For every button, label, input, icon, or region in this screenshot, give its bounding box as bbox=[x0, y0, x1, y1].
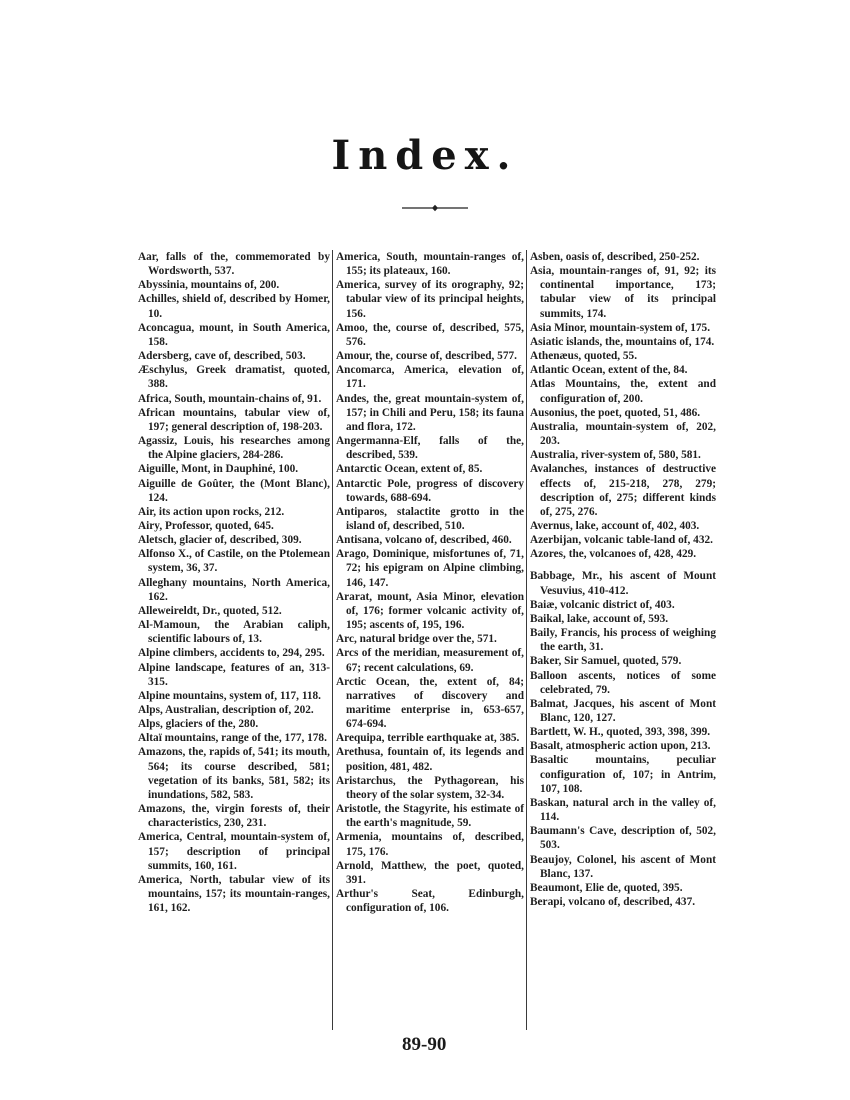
index-entry: Angermanna-Elf, falls of the, described, 539. bbox=[336, 435, 524, 462]
index-entry: Airy, Professor, quoted, 645. bbox=[138, 519, 274, 532]
index-entry: Alfonso X., of Castile, on the Ptolemean system, 36, 37. bbox=[138, 548, 330, 575]
index-entry: Alps, Australian, description of, 202. bbox=[138, 704, 314, 716]
index-column-1 bbox=[138, 250, 330, 915]
index-entry: Arctic Ocean, the, extent of, 84; narratives of discovery and maritime enterprise in, 653-657, 674-694. bbox=[336, 675, 524, 731]
page-title: Index. bbox=[331, 132, 519, 179]
index-entry: Amazons, the, virgin forests of, their characteristics, 230, 231. bbox=[138, 803, 330, 830]
index-entry: Ararat, mount, Asia Minor, elevation of, 176; former volcanic activity of, 195; ascents of, 195, 196. bbox=[336, 590, 524, 632]
index-entry: America, North, tabular view of its mountains, 157; its mountain-ranges, 161, 162. bbox=[138, 873, 330, 915]
index-entry: Air, its action upon rocks, 212. bbox=[138, 505, 285, 518]
index-entry: Ancomarca, America, elevation of, 171. bbox=[336, 364, 524, 391]
index-entry: Babbage, Mr., his ascent of Mount Vesuvius, 410-412. bbox=[530, 570, 716, 597]
index-entry: Asiatic islands, the, mountains of, 174. bbox=[530, 335, 715, 348]
index-entry: Arequipa, terrible earthquake at, 385. bbox=[336, 732, 520, 745]
index-entry: Arago, Dominique, misfortunes of, 71, 72; his epigram on Alpine climbing, 146, 147. bbox=[336, 548, 524, 589]
index-entry: Asben, oasis of, described, 250-252. bbox=[530, 251, 700, 263]
index-entry: Aristarchus, the Pythagorean, his theory of the solar system, 32-34. bbox=[336, 774, 524, 801]
index-entry: Baikal, lake, account of, 593. bbox=[530, 612, 669, 625]
page-number: 89-90 bbox=[402, 1034, 447, 1055]
index-entry: Amour, the, course of, described, 577. bbox=[336, 350, 517, 363]
index-entry: Azerbijan, volcanic table-land of, 432. bbox=[530, 534, 713, 547]
index-entry: Alleghany mountains, North America, 162. bbox=[138, 576, 330, 603]
index-entry: Arethusa, fountain of, its legends and position, 481, 482. bbox=[336, 746, 524, 773]
index-entry: Atlantic Ocean, extent of the, 84. bbox=[530, 364, 688, 377]
column-divider-right bbox=[526, 250, 527, 1030]
index-entry: Aletsch, glacier of, described, 309. bbox=[138, 534, 302, 547]
index-entry: Asia, mountain-ranges of, 91, 92; its continental importance, 173; tabular view of its principal summits, 174. bbox=[530, 265, 716, 320]
index-entry: Balloon ascents, notices of some celebrated, 79. bbox=[530, 669, 716, 696]
index-entry: Alleweireldt, Dr., quoted, 512. bbox=[138, 604, 282, 617]
index-entry: Beaujoy, Colonel, his ascent of Mont Blanc, 137. bbox=[530, 853, 716, 880]
index-entry: Avernus, lake, account of, 402, 403. bbox=[530, 519, 700, 532]
index-entry: Antarctic Ocean, extent of, 85. bbox=[336, 463, 483, 476]
index-entry: Alpine landscape, features of an, 313-315. bbox=[138, 661, 330, 688]
index-entry: America, survey of its orography, 92; tabular view of its principal heights, 156. bbox=[336, 279, 524, 320]
index-entry: Balmat, Jacques, his ascent of Mont Blanc, 120, 127. bbox=[530, 697, 716, 724]
index-entry: Adersberg, cave of, described, 503. bbox=[138, 350, 306, 363]
index-entry: Arnold, Matthew, the poet, quoted, 391. bbox=[336, 859, 524, 886]
index-entry: Armenia, mountains of, described, 175, 176. bbox=[336, 831, 524, 858]
index-entry: Arthur's Seat, Edinburgh, configuration of, 106. bbox=[336, 888, 524, 915]
index-entry: Baskan, natural arch in the valley of, 114. bbox=[530, 796, 716, 824]
index-entry: Ausonius, the poet, quoted, 51, 486. bbox=[530, 406, 701, 419]
index-entry: Antisana, volcano of, described, 460. bbox=[336, 534, 512, 547]
index-column-3 bbox=[530, 250, 716, 909]
index-entry: Avalanches, instances of destructive effects of, 215-218, 278, 279; description of, 275; different kinds of, 275, 276. bbox=[530, 463, 716, 518]
index-entry: Alpine mountains, system of, 117, 118. bbox=[138, 689, 321, 702]
index-entry: Aar, falls of the, commemorated by Wordsworth, 537. bbox=[138, 251, 330, 278]
column-divider-left bbox=[332, 250, 333, 1030]
index-column-2 bbox=[336, 250, 524, 915]
index-entry: America, Central, mountain-system of, 157; description of principal summits, 160, 161. bbox=[138, 831, 330, 872]
index-entry: Berapi, volcano of, described, 437. bbox=[530, 896, 696, 909]
index-entry: America, South, mountain-ranges of, 155; its plateaux, 160. bbox=[336, 251, 524, 278]
index-entry: Antarctic Pole, progress of discovery towards, 688-694. bbox=[336, 477, 524, 504]
index-entry: Agassiz, Louis, his researches among the Alpine glaciers, 284-286. bbox=[138, 435, 330, 462]
index-entry: Alpine climbers, accidents to, 294, 295. bbox=[138, 647, 325, 660]
index-entry: Baiæ, volcanic district of, 403. bbox=[530, 598, 675, 611]
index-entry: Atlas Mountains, the, extent and configuration of, 200. bbox=[530, 378, 716, 405]
index-entry: Aiguille, Mont, in Dauphiné, 100. bbox=[138, 463, 299, 476]
index-entry: Athenæus, quoted, 55. bbox=[530, 350, 638, 363]
index-entry: Antiparos, stalactite grotto in the island of, described, 510. bbox=[336, 505, 524, 532]
index-entry: Altaï mountains, range of the, 177, 178. bbox=[138, 732, 327, 745]
index-entry: Aristotle, the Stagyrite, his estimate of the earth's magnitude, 59. bbox=[336, 803, 524, 830]
index-entry: Basalt, atmospheric action upon, 213. bbox=[530, 740, 711, 753]
index-entry: Africa, South, mountain-chains of, 91. bbox=[138, 392, 322, 405]
index-entry: Bartlett, W. H., quoted, 393, 398, 399. bbox=[530, 726, 711, 739]
index-entry: Achilles, shield of, described by Homer, 10. bbox=[138, 293, 330, 320]
index-entry: Alps, glaciers of the, 280. bbox=[138, 718, 259, 731]
index-entry: Amoo, the, course of, described, 575, 576. bbox=[336, 321, 524, 348]
index-entry: Basaltic mountains, peculiar configuration of, 107; in Antrim, 107, 108. bbox=[530, 754, 716, 795]
index-entry: Aconcagua, mount, in South America, 158. bbox=[138, 321, 330, 348]
index-entry: Baily, Francis, his process of weighing the earth, 31. bbox=[530, 627, 716, 654]
index-entry: Æschylus, Greek dramatist, quoted, 388. bbox=[138, 364, 330, 391]
title-ornament bbox=[402, 204, 468, 212]
index-entry: Arc, natural bridge over the, 571. bbox=[336, 633, 497, 646]
index-entry: Asia Minor, mountain-system of, 175. bbox=[530, 321, 711, 334]
index-entry: Baker, Sir Samuel, quoted, 579. bbox=[530, 655, 682, 668]
index-entry: Beaumont, Elie de, quoted, 395. bbox=[530, 881, 683, 894]
index-entry: Abyssinia, mountains of, 200. bbox=[138, 279, 280, 292]
index-entry: Azores, the, volcanoes of, 428, 429. bbox=[530, 548, 697, 561]
index-entry: African mountains, tabular view of, 197; general description of, 198-203. bbox=[138, 406, 330, 433]
index-entry: Amazons, the, rapids of, 541; its mouth, 564; its course described, 581; vegetation of its banks, 581, 582; its inundations, 582, 583. bbox=[138, 746, 330, 801]
index-entry: Aiguille de Goûter, the (Mont Blanc), 124. bbox=[138, 477, 330, 504]
index-entry: Baumann's Cave, description of, 502, 503. bbox=[530, 825, 716, 852]
index-entry: Andes, the, great mountain-system of, 157; in Chili and Peru, 158; its fauna and flora, 172. bbox=[336, 392, 524, 433]
index-entry: Al-Mamoun, the Arabian caliph, scientific labours of, 13. bbox=[138, 619, 330, 646]
index-entry: Arcs of the meridian, measurement of, 67; recent calculations, 69. bbox=[336, 647, 524, 674]
index-entry: Australia, mountain-system of, 202, 203. bbox=[530, 420, 716, 448]
index-entry: Australia, river-system of, 580, 581. bbox=[530, 449, 701, 462]
